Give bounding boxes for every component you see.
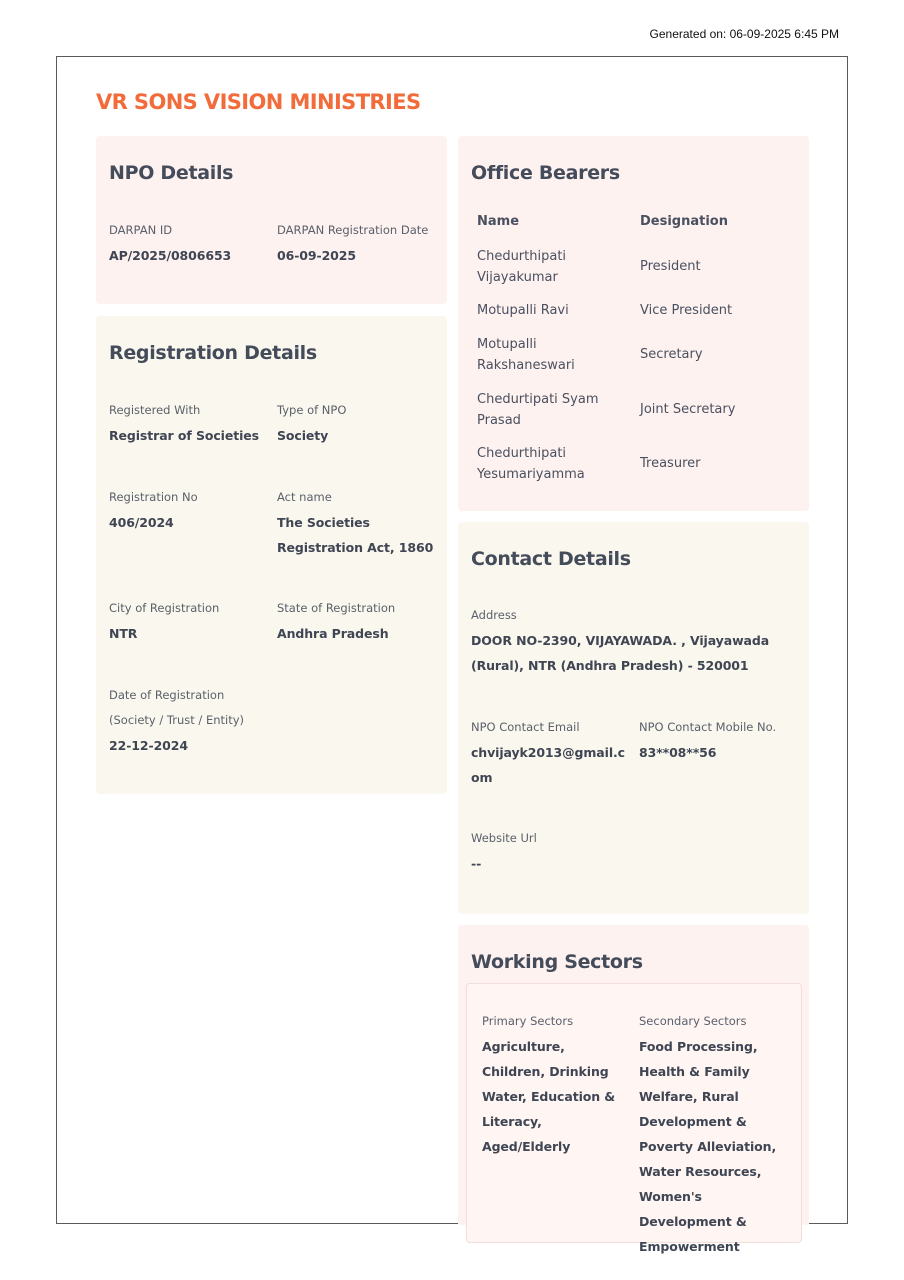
- contact-details-card: [458, 522, 809, 914]
- page-frame: [56, 56, 848, 1254]
- generated-timestamp: Generated on: 06-09-2025 6:45 PM: [649, 27, 839, 41]
- state-label: State of Registration: [277, 601, 396, 615]
- working-sectors-card: [458, 925, 809, 1254]
- state-value: Andhra Pradesh: [277, 626, 389, 641]
- city-label: City of Registration: [109, 601, 220, 615]
- bearer-name: Chedurthipati Yesumariyamma: [477, 446, 585, 482]
- darpan-id-value: AP/2025/0806653: [109, 248, 232, 263]
- act-name-value: The Societies Registration Act, 1860: [277, 515, 434, 555]
- col-header-name: Name: [477, 214, 520, 229]
- bearer-designation: Joint Secretary: [640, 402, 736, 417]
- office-bearers-card: [458, 136, 809, 511]
- registration-details-card: [96, 316, 447, 794]
- act-name-label: Act name: [277, 490, 332, 504]
- mobile-label: NPO Contact Mobile No.: [639, 720, 777, 734]
- registration-no-label: Registration No: [109, 490, 198, 504]
- registered-with-value: Registrar of Societies: [109, 428, 259, 443]
- bearer-designation: Treasurer: [640, 456, 701, 471]
- website-value: --: [471, 856, 482, 871]
- address-label: Address: [471, 608, 517, 622]
- registered-with-label: Registered With: [109, 403, 201, 417]
- primary-sectors-label: Primary Sectors: [482, 1014, 574, 1028]
- npo-details-title: NPO Details: [109, 162, 234, 184]
- bearer-designation: Secretary: [640, 347, 703, 362]
- npo-type-value: Society: [277, 428, 329, 443]
- npo-details-card: [96, 136, 447, 304]
- secondary-sectors-value: Food Processing, Health & Family Welfare, Rural Development & Poverty Alleviation, Water Resources, Women's Development & Empowerment: [639, 1039, 777, 1254]
- col-header-designation: Designation: [640, 214, 728, 229]
- bearer-name: Motupalli Ravi: [477, 303, 569, 318]
- address-value: DOOR NO-2390, VIJAYAWADA. , Vijayawada (Rural), NTR (Andhra Pradesh) - 520001: [471, 633, 770, 673]
- registration-date-label: Date of Registration (Society / Trust / Entity): [109, 688, 245, 727]
- registration-details-title: Registration Details: [109, 342, 317, 364]
- registration-date-value: 22-12-2024: [109, 738, 188, 753]
- email-label: NPO Contact Email: [471, 720, 580, 734]
- bearer-designation: Vice President: [640, 303, 733, 318]
- sectors-box: [466, 983, 802, 1254]
- mobile-value: 83**08**56: [639, 745, 717, 760]
- website-label: Website Url: [471, 831, 537, 845]
- organization-name: VR SONS VISION MINISTRIES: [96, 90, 421, 114]
- email-value: chvijayk2013@gmail.com: [471, 745, 625, 785]
- registration-no-value: 406/2024: [109, 515, 174, 530]
- darpan-reg-date-value: 06-09-2025: [277, 248, 356, 263]
- npo-type-label: Type of NPO: [277, 403, 347, 417]
- darpan-id-label: DARPAN ID: [109, 223, 173, 237]
- bearer-name: Motupalli Rakshaneswari: [477, 337, 575, 373]
- darpan-reg-date-label: DARPAN Registration Date: [277, 223, 429, 237]
- city-value: NTR: [109, 626, 138, 641]
- bearer-designation: President: [640, 259, 701, 274]
- primary-sectors-value: Agriculture, Children, Drinking Water, Education & Literacy, Aged/Elderly: [482, 1039, 616, 1154]
- office-bearers-title: Office Bearers: [471, 162, 620, 184]
- bearer-name: Chedurtipati Syam Prasad: [477, 392, 599, 428]
- bearer-name: Chedurthipati Vijayakumar: [477, 249, 567, 285]
- contact-details-title: Contact Details: [471, 548, 631, 570]
- secondary-sectors-label: Secondary Sectors: [639, 1014, 747, 1028]
- working-sectors-title: Working Sectors: [471, 951, 643, 973]
